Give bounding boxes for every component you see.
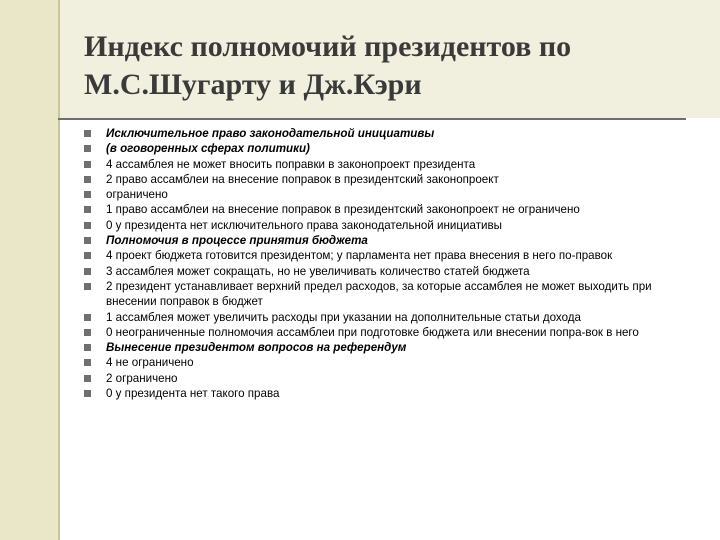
square-bullet-icon [84, 359, 91, 366]
square-bullet-icon [84, 176, 91, 183]
square-bullet-icon [84, 145, 91, 152]
square-bullet-icon [84, 314, 91, 321]
list-item-text: 3 ассамблея может сокращать, но не увеличивать количество статей бюджета [106, 264, 530, 278]
list-item [84, 325, 694, 340]
square-bullet-icon [84, 375, 91, 382]
list-item [84, 218, 694, 233]
bullet-list [84, 126, 694, 401]
list-item [84, 340, 694, 355]
square-bullet-icon [84, 161, 91, 168]
list-item [84, 126, 694, 141]
list-item-text: 2 президент устанавливает верхний предел расходов, за которые ассамблея не может выходить при внесении поправок в бюджет [106, 279, 652, 309]
list-item-text: 1 ассамблея может увеличить расходы при указании на дополнительные статьи дохода [106, 310, 581, 324]
list-item [84, 355, 694, 370]
list-item-text: 4 проект бюджета готовится президентом; у парламента нет права внесения в него по-правок [106, 249, 613, 263]
square-bullet-icon [84, 390, 91, 397]
list-item-text: 0 у президента нет исключительного права законодательной инициативы [106, 218, 502, 232]
list-item [84, 141, 694, 156]
square-bullet-icon [84, 329, 91, 336]
square-bullet-icon [84, 222, 91, 229]
list-item-text: 1 право ассамблеи на внесение поправок в президентский законопроект не ограничено [106, 203, 580, 217]
list-item [84, 233, 694, 248]
square-bullet-icon [84, 268, 91, 275]
left-decorative-band [0, 0, 58, 540]
list-item [84, 202, 694, 217]
square-bullet-icon [84, 283, 91, 290]
list-item [84, 248, 694, 263]
list-item [84, 386, 694, 401]
list-item-text: 0 у президента нет такого права [106, 387, 280, 401]
list-item [84, 172, 694, 187]
list-item [84, 157, 694, 172]
list-item [84, 187, 694, 202]
list-item-text: ограничено [106, 188, 168, 202]
list-item-text: (в оговоренных сферах политики) [106, 142, 310, 156]
list-item-text: 2 ограничено [106, 371, 178, 385]
list-item [84, 279, 694, 310]
title-divider [58, 118, 686, 120]
list-item [84, 310, 694, 325]
square-bullet-icon [84, 252, 91, 259]
square-bullet-icon [84, 130, 91, 137]
list-item-text: 4 не ограничено [106, 356, 194, 370]
list-item-text: Полномочия в процессе принятия бюджета [106, 234, 368, 248]
list-item-text: 0 неограниченные полномочия ассамблеи при подготовке бюджета или внесении попра-вок в него [106, 325, 639, 339]
list-item-text: 2 право ассамблеи на внесение поправок в президентский законопроект [106, 172, 499, 186]
list-item-text: 4 ассамблея не может вносить поправки в законопроект президента [106, 157, 476, 171]
square-bullet-icon [84, 206, 91, 213]
list-item-text: Исключительное право законодательной инициативы [106, 127, 435, 140]
square-bullet-icon [84, 344, 91, 351]
list-item-text: Вынесение президентом вопросов на референдум [106, 341, 407, 355]
list-item [84, 371, 694, 386]
square-bullet-icon [84, 237, 91, 244]
square-bullet-icon [84, 191, 91, 198]
slide-title: Индекс полномочий президентов по М.С.Шугарту и Дж.Кэри [84, 30, 572, 101]
list-item [84, 264, 694, 279]
